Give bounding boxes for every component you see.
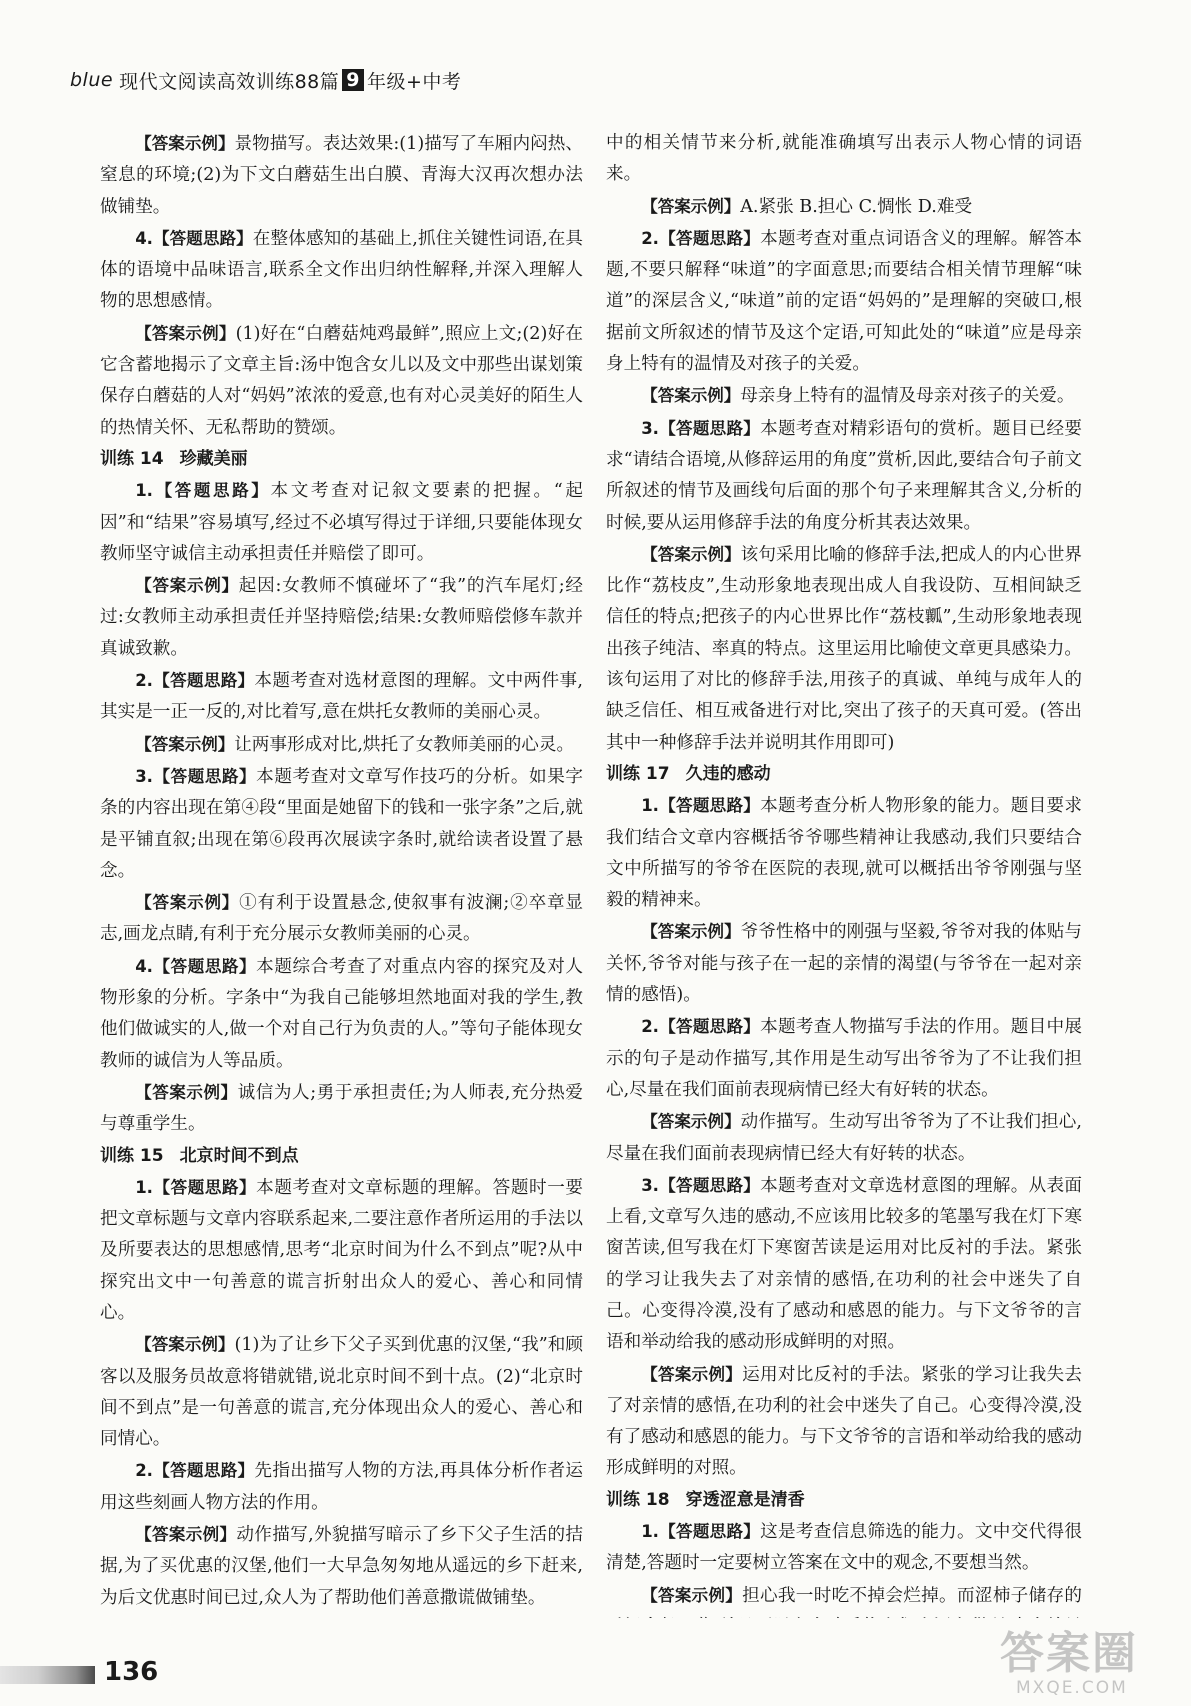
answer-paragraph — [100, 761, 583, 887]
answer-text: 诚信为人;勇于承担责任;为人师表,充分热爱与尊重学生。 — [100, 1082, 583, 1135]
answer-label: 4.【答题思路】 — [135, 956, 257, 976]
footer-gradient-bar — [0, 1666, 95, 1684]
section-heading — [606, 1485, 1082, 1516]
watermark-logo — [1000, 1630, 1170, 1700]
answer-paragraph — [100, 729, 583, 761]
answer-label: 【答案示例】 — [135, 323, 236, 343]
answer-paragraph — [606, 128, 1082, 191]
section-title: 珍藏美丽 — [179, 448, 248, 469]
section-number: 训练 18 — [606, 1489, 670, 1510]
answer-paragraph — [606, 1106, 1082, 1170]
answer-text: 这是考查信息筛选的能力。文中交代得很清楚,答题时一定要树立答案在文中的观念,不要想当然。 — [606, 1522, 1082, 1574]
section-number: 训练 17 — [606, 763, 670, 784]
answer-text: 该句采用比喻的修辞手法,把成人的内心世界比作“荔枝皮”,生动形象地表现出成人自我设防、互相间缺乏信任的特点;把孩子的内心世界比作“荔枝瓤”,生动形象地表现出孩子纯洁、率真的特点。这里运用比喻使文章更具感染力。该句运用了对比的修辞手法,用孩子的真诚、单纯与成年人的缺乏信任、相互戒备进行对比,突出了孩子的天真可爱。(答出其中一种修辞手法并说明其作用即可) — [606, 544, 1082, 753]
answer-text: 本题考查对重点词语含义的理解。解答本题,不要只解释“味道”的字面意思;而要结合相关情节理解“味道”的深层含义,“味道”前的定语“妈妈的”是理解的突破口,根据前文所叙述的情节及这个定语,可知此处的“味道”应是母亲身上特有的温情及对孩子的关爱。 — [606, 228, 1082, 375]
answer-label: 【答案示例】 — [641, 1112, 741, 1132]
section-heading — [100, 444, 583, 475]
answer-paragraph — [606, 191, 1082, 223]
answer-paragraph — [100, 887, 583, 951]
answer-label: 【答案示例】 — [641, 544, 741, 564]
answer-label: 【答案示例】 — [641, 196, 741, 216]
answer-text: 本题考查对选材意图的理解。文中两件事,其实是一正一反的,对比着写,意在烘托女教师的美丽心灵。 — [100, 671, 583, 723]
answer-text: 景物描写。表达效果:(1)描写了车厢内闷热、窒息的环境;(2)为下文白蘑菇生出白膜、青海大汉再次想办法做铺垫。 — [100, 134, 583, 217]
section-title: 久违的感动 — [685, 763, 771, 784]
answer-paragraph — [100, 1077, 583, 1141]
answer-text: 本文考查对记叙文要素的把握。“起因”和“结果”容易填写,经过不必填写得过于详细,只要能体现女教师坚守诚信主动承担责任并赔偿了即可。 — [100, 481, 583, 564]
answer-text: 本题考查分析人物形象的能力。题目要求我们结合文章内容概括爷爷哪些精神让我感动,我们只要结合文中所描写的爷爷在医院的表现,就可以概括出爷爷刚强与坚毅的精神来。 — [606, 796, 1082, 911]
answer-text: 中的相关情节来分析,就能准确填写出表示人物心情的词语来。 — [606, 133, 1082, 185]
answer-text: (1)好在“白蘑菇炖鸡最鲜”,照应上文;(2)好在它含蓄地揭示了文章主旨:汤中饱含女儿以及文中那些出谋划策保存白蘑菇的人对“妈妈”浓浓的爱意,也有对心灵美好的陌生人的热情关怀、无私帮助的赞颂。 — [100, 323, 583, 438]
answer-label: 【答案示例】 — [641, 922, 741, 942]
answer-text: 先指出描写人物的方法,再具体分析作者运用这些刻画人物方法的作用。 — [100, 1461, 583, 1513]
book-title-suffix: 年级+中考 — [367, 70, 462, 93]
answer-label: 【答案示例】 — [135, 734, 235, 754]
answer-label: 3.【答题思路】 — [135, 766, 257, 786]
answer-paragraph — [100, 475, 583, 570]
answer-paragraph — [606, 539, 1082, 759]
answer-label: 2.【答题思路】 — [135, 1461, 255, 1481]
answer-label: 1.【答题思路】 — [135, 481, 271, 501]
answer-text: 本题考查对文章选材意图的理解。从表面上看,文章写久违的感动,不应该用比较多的笔墨写我在灯下寒窗苦读,但写我在灯下寒窗苦读是运用对比反衬的手法。紧张的学习让我失去了对亲情的感悟,在功利的社会中迷失了自己。心变得冷漠,没有了感动和感恩的能力。与下文爷爷的言语和举动给我的感动形成鲜明的对照。 — [606, 1175, 1082, 1353]
section-number: 训练 15 — [100, 1145, 164, 1166]
answer-paragraph — [100, 223, 583, 318]
answer-paragraph — [606, 790, 1082, 916]
answer-paragraph — [100, 951, 583, 1077]
answer-paragraph — [100, 318, 583, 444]
watermark-url-text: MXQE.COM — [1016, 1678, 1128, 1698]
section-heading — [100, 1141, 583, 1172]
answer-text: (1)为了让乡下父子买到优惠的汉堡,“我”和顾客以及服务员故意将错就错,说北京时间不到十点。(2)“北京时间不到点”是一句善意的谎言,充分体现出众人的爱心、善心和同情心。 — [100, 1335, 583, 1450]
section-number: 训练 14 — [100, 448, 164, 469]
section-title: 穿透涩意是清香 — [685, 1489, 805, 1510]
answer-text: 本题考查对文章写作技巧的分析。如果字条的内容出现在第④段“里面是她留下的钱和一张字条”之后,就是平铺直叙;出现在第⑥段再次展读字条时,就给读者设置了悬念。 — [100, 766, 583, 881]
answer-text: 母亲身上特有的温情及母亲对孩子的关爱。 — [740, 386, 1075, 407]
answer-paragraph — [606, 1011, 1082, 1106]
answer-text: 起因:女教师不慎碰坏了“我”的汽车尾灯;经过:女教师主动承担责任并坚持赔偿;结果:女教师赔偿修车款并真诚致歉。 — [100, 576, 583, 659]
answer-paragraph — [606, 380, 1082, 412]
answer-text: 让两事形成对比,烘托了女教师美丽的心灵。 — [234, 734, 575, 755]
answer-label: 1.【答题思路】 — [135, 1177, 257, 1197]
right-column — [606, 128, 1082, 1618]
answer-text: A.紧张 B.担心 C.惆怅 D.难受 — [740, 196, 973, 217]
answer-paragraph — [606, 1170, 1082, 1359]
section-heading — [606, 759, 1082, 790]
answer-text: 本题考查人物描写手法的作用。题目中展示的句子是动作描写,其作用是生动写出爷爷为了不让我们担心,尽量在我们面前表现病情已经大有好转的状态。 — [606, 1017, 1082, 1100]
answer-label: 4.【答题思路】 — [135, 228, 253, 248]
answer-label: 3.【答题思路】 — [641, 418, 761, 438]
answer-label: 【答案示例】 — [135, 1082, 238, 1102]
answer-label: 【答案示例】 — [135, 576, 239, 596]
answer-paragraph — [606, 1359, 1082, 1485]
answer-paragraph — [606, 413, 1082, 539]
answer-text: 运用对比反衬的手法。紧张的学习让我失去了对亲情的感悟,在功利的社会中迷失了自己。心变得冷漠,没有了感动和感恩的能力。与下文爷爷的言语和举动给我的感动形成鲜明的对照。 — [606, 1364, 1082, 1479]
answer-text: 本题考查对文章标题的理解。答题时一要把文章标题与文章内容联系起来,二要注意作者所运用的手法以及所要表达的思想感情,思考“北京时间为什么不到点”呢?从中探究出文中一句善意的谎言折射出众人的爱心、善心和同情心。 — [100, 1177, 583, 1323]
answer-label: 【答案示例】 — [135, 1335, 235, 1355]
section-title: 北京时间不到点 — [179, 1145, 299, 1166]
watermark-main-text: 答案圈 — [1000, 1628, 1138, 1679]
answer-text: 动作描写,外貌描写暗示了乡下父子生活的拮据,为了买优惠的汉堡,他们一大早急匆匆地从遥远的乡下赶来,为后文优惠时间已过,众人为了帮助他们善意撒谎做铺垫。 — [100, 1525, 583, 1608]
answer-label: 1.【答题思路】 — [641, 1522, 761, 1542]
answer-text: 本题综合考查了对重点内容的探究及对人物形象的分析。字条中“为我自己能够坦然地面对我的学生,教他们做诚实的人,做一个对自己行为负责的人。”等句子能体现女教师的诚信为人等品质。 — [100, 956, 583, 1071]
answer-paragraph — [100, 1614, 583, 1618]
answer-paragraph — [100, 1172, 583, 1329]
left-column — [100, 128, 583, 1618]
answer-paragraph — [100, 1329, 583, 1455]
answer-text: 本题考查对精彩语句的赏析。题目已经要求“请结合语境,从修辞运用的角度”赏析,因此,要结合句子前文所叙述的情节及画线句后面的那个句子来理解其含义,分析的时候,要从运用修辞手法的角度分析其表达效果。 — [606, 418, 1082, 533]
answer-label: 2.【答题思路】 — [641, 228, 761, 248]
answer-label: 【答案示例】 — [641, 1585, 743, 1605]
answer-label: 2.【答题思路】 — [641, 1017, 761, 1037]
answer-paragraph — [100, 570, 583, 665]
answer-paragraph — [606, 223, 1082, 380]
answer-text: 动作描写。生动写出爷爷为了不让我们担心,尽量在我们面前表现病情已经大有好转的状态。 — [606, 1112, 1082, 1164]
answer-label: 【答案示例】 — [641, 386, 741, 406]
answer-paragraph — [606, 1580, 1082, 1618]
answer-text: 爷爷性格中的刚强与坚毅,爷爷对我的体贴与关怀,爷爷对能与孩子在一起的亲情的渴望(与爷爷在一起对亲情的感悟)。 — [606, 922, 1082, 1006]
running-header — [70, 66, 1121, 94]
grade-badge: 9 — [342, 69, 364, 91]
answer-paragraph — [606, 1516, 1082, 1580]
answer-paragraph — [100, 128, 583, 223]
page-number: 136 — [104, 1657, 159, 1687]
answer-label: 2.【答题思路】 — [135, 671, 255, 691]
answer-label: 【答案示例】 — [135, 893, 240, 913]
answer-label: 【答案示例】 — [135, 1525, 237, 1545]
answer-label: 1.【答题思路】 — [641, 796, 761, 816]
book-title: 现代文阅读高效训练88篇 — [119, 70, 340, 93]
answer-paragraph — [606, 916, 1082, 1011]
answer-text: ①有利于设置悬念,使叙事有波澜;②卒章显志,画龙点睛,有利于充分展示女教师美丽的心灵。 — [100, 893, 583, 945]
answer-label: 【答案示例】 — [135, 134, 235, 153]
answer-text: 在整体感知的基础上,抓住关键性词语,在具体的语境中品味语言,联系全文作出归纳性解释,并深入理解人物的思想感情。 — [100, 228, 583, 312]
answer-label: 【答案示例】 — [641, 1364, 743, 1384]
brand-logo: blue — [70, 69, 114, 91]
answer-label: 3.【答题思路】 — [641, 1175, 761, 1195]
answer-text: 担心我一时吃不掉会烂掉。而涩柿子储存的 — [742, 1585, 1082, 1606]
answer-paragraph — [100, 1455, 583, 1519]
answer-paragraph — [100, 665, 583, 729]
answer-paragraph — [100, 1519, 583, 1614]
